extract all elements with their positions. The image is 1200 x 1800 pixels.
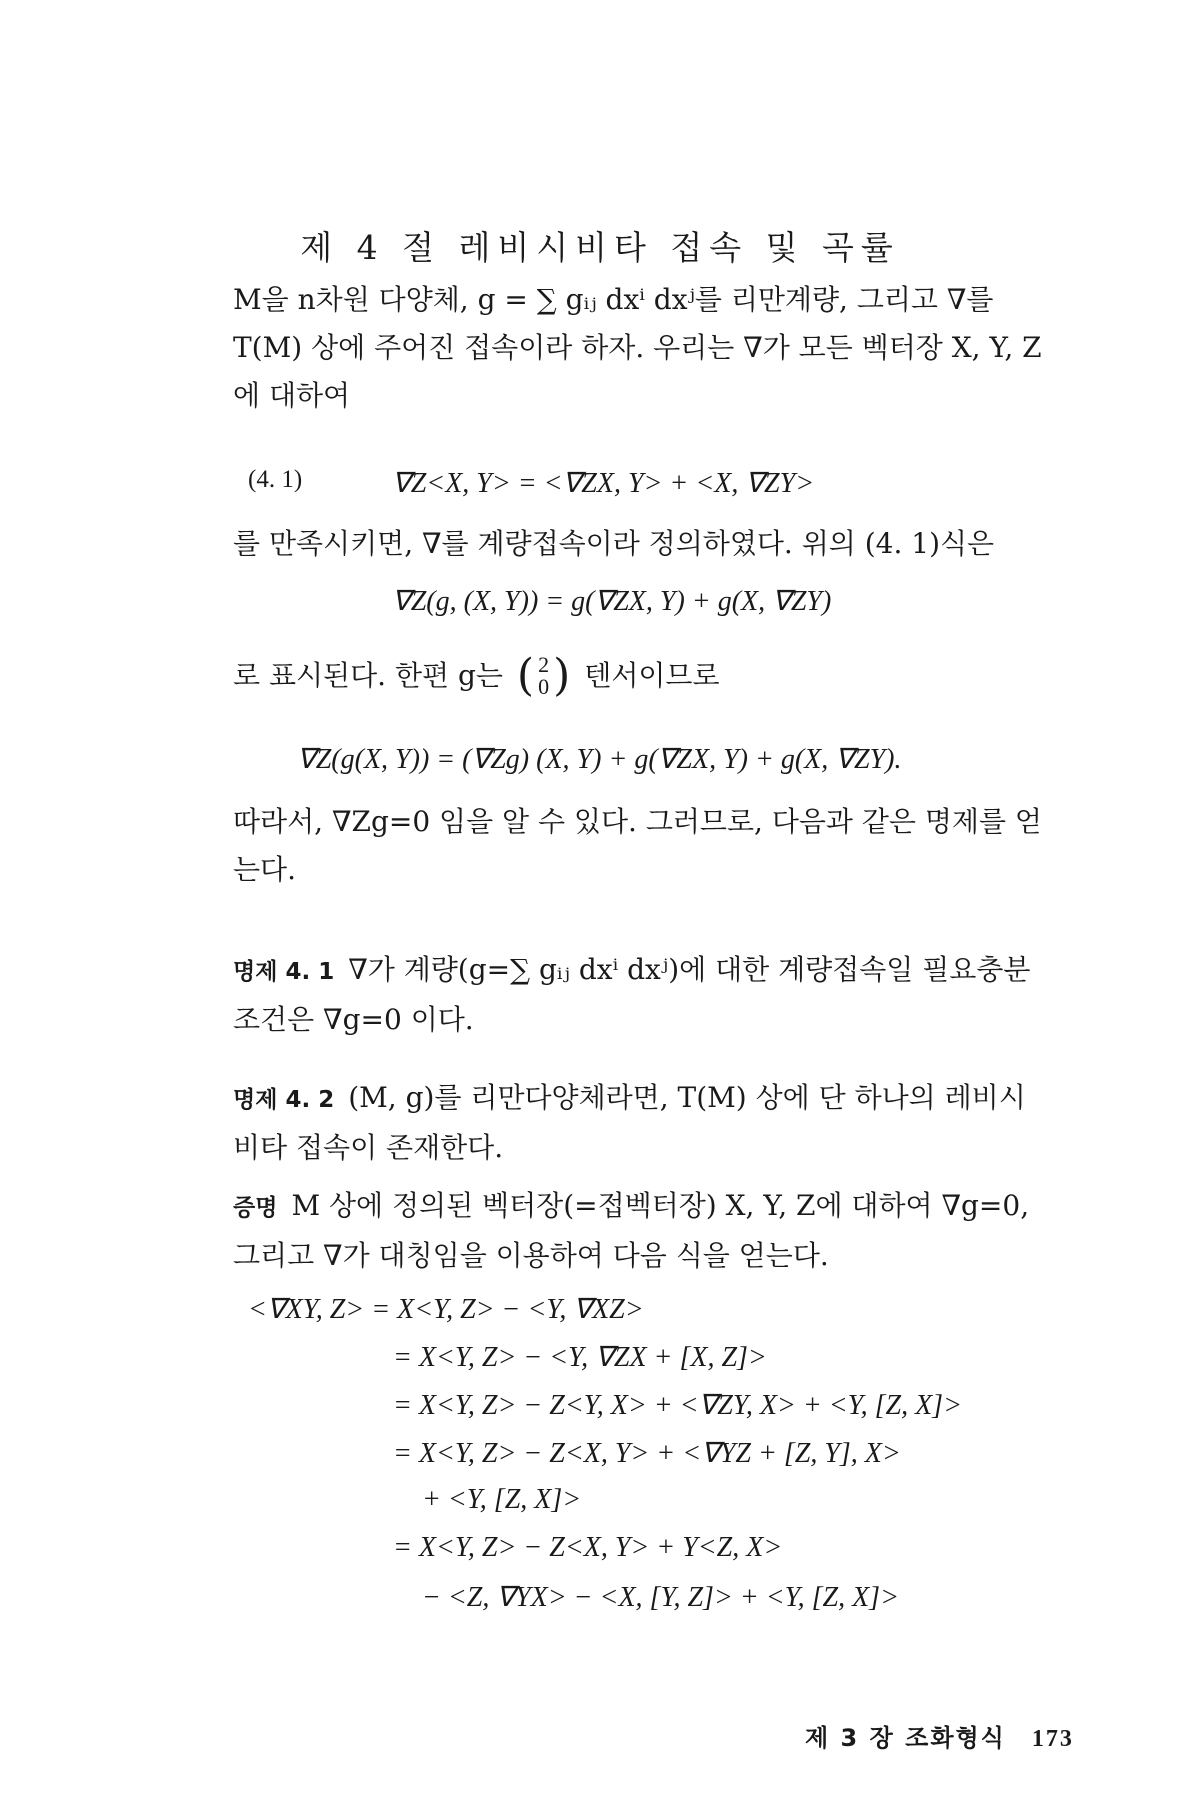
proposition-4-1-line-2: 조건은 ∇g=0 이다. — [233, 1003, 474, 1036]
after-equation-line: 를 만족시키면, ∇를 계량접속이라 정의하였다. 위의 (4. 1)식은 — [233, 527, 995, 560]
derivation-line-1: <∇XY, Z> = X<Y, Z> − <Y, ∇XZ> — [248, 1294, 644, 1325]
proposition-4-1 — [233, 946, 1088, 1044]
equation-metric-form: ∇Z(g, (X, Y)) = g(∇ZX, Y) + g(X, ∇ZY) — [392, 586, 832, 617]
page-number: 173 — [1031, 1726, 1074, 1752]
page-footer — [805, 1718, 1105, 1753]
binomial-top: 2 — [538, 652, 550, 677]
tensor-line — [233, 652, 1088, 700]
proposition-4-2-text: (M, g)를 리만다양체라면, T(M) 상에 단 하나의 레비시 — [348, 1081, 1026, 1114]
proof-label: 증명 — [233, 1195, 278, 1221]
proposition-4-2-line-2: 비타 접속이 존재한다. — [233, 1131, 504, 1164]
right-paren: ) — [553, 650, 571, 701]
tensor-line-prefix: 로 표시된다. 한편 g는 — [233, 659, 503, 692]
tensor-line-suffix: 텐서이므로 — [584, 659, 720, 692]
proposition-4-2-line-1 — [233, 1074, 1088, 1124]
proposition-4-2 — [233, 1074, 1088, 1172]
proof-text: M 상에 정의된 벡터장(=접벡터장) X, Y, Z에 대하여 ∇g=0, — [291, 1189, 1030, 1222]
proof-line-1 — [233, 1182, 1088, 1232]
equation-4-1-body: ∇Z<X, Y> = <∇ZX, Y> + <X, ∇ZY> — [392, 468, 815, 499]
intro-paragraph — [233, 276, 1088, 420]
conclusion-line-1: 따라서, ∇Zg=0 임을 알 수 있다. 그러므로, 다음과 같은 명제를 얻 — [233, 805, 1042, 838]
proposition-4-1-text: ∇가 계량(g=∑ gᵢⱼ dxⁱ dxʲ)에 대한 계량접속일 필요충분 — [348, 953, 1031, 986]
chapter-title: 제 3 장 조화형식 — [805, 1724, 1006, 1752]
proposition-label: 명제 4. 2 — [233, 1087, 335, 1113]
derivation-line-4: = X<Y, Z> − Z<X, Y> + <∇YZ + [Z, Y], X> — [393, 1438, 901, 1469]
intro-line-2: T(M) 상에 주어진 접속이라 하자. 우리는 ∇가 모든 벡터장 X, Y, Z — [233, 331, 1042, 364]
derivation-line-7: − <Z, ∇YX> − <X, [Y, Z]> + <Y, [Z, X]> — [422, 1582, 899, 1613]
binomial-stack — [538, 654, 549, 698]
equation-covariant-derivative: ∇Z(g(X, Y)) = (∇Zg) (X, Y) + g(∇ZX, Y) + g(X, ∇ZY). — [297, 744, 902, 775]
proposition-4-1-line-1 — [233, 946, 1088, 996]
conclusion-line-2: 는다. — [233, 853, 296, 886]
after-equation-text — [233, 520, 1088, 568]
derivation-line-6: = X<Y, Z> − Z<X, Y> + Y<Z, X> — [393, 1532, 783, 1563]
binomial-bottom: 0 — [538, 674, 550, 699]
derivation-line-3: = X<Y, Z> − Z<Y, X> + <∇ZY, X> + <Y, [Z, X]> — [393, 1390, 962, 1421]
proposition-label: 명제 4. 1 — [233, 959, 335, 985]
proof-paragraph — [233, 1182, 1088, 1280]
conclusion-paragraph — [233, 798, 1088, 894]
equation-number: (4. 1) — [248, 466, 303, 493]
derivation-line-2: = X<Y, Z> − <Y, ∇ZX + [X, Z]> — [393, 1342, 767, 1373]
intro-line-1: M을 n차원 다양체, g = ∑ gᵢⱼ dxⁱ dxʲ를 리만계량, 그리고 ∇를 — [233, 283, 994, 316]
intro-line-3: 에 대하여 — [233, 379, 351, 412]
proof-line-2: 그리고 ∇가 대칭임을 이용하여 다음 식을 얻는다. — [233, 1239, 829, 1272]
derivation-line-5: + <Y, [Z, X]> — [422, 1484, 582, 1515]
binomial — [517, 652, 570, 700]
left-paren: ( — [516, 650, 535, 701]
section-title: 제 4 절 레비시비타 접속 및 곡률 — [300, 228, 900, 267]
